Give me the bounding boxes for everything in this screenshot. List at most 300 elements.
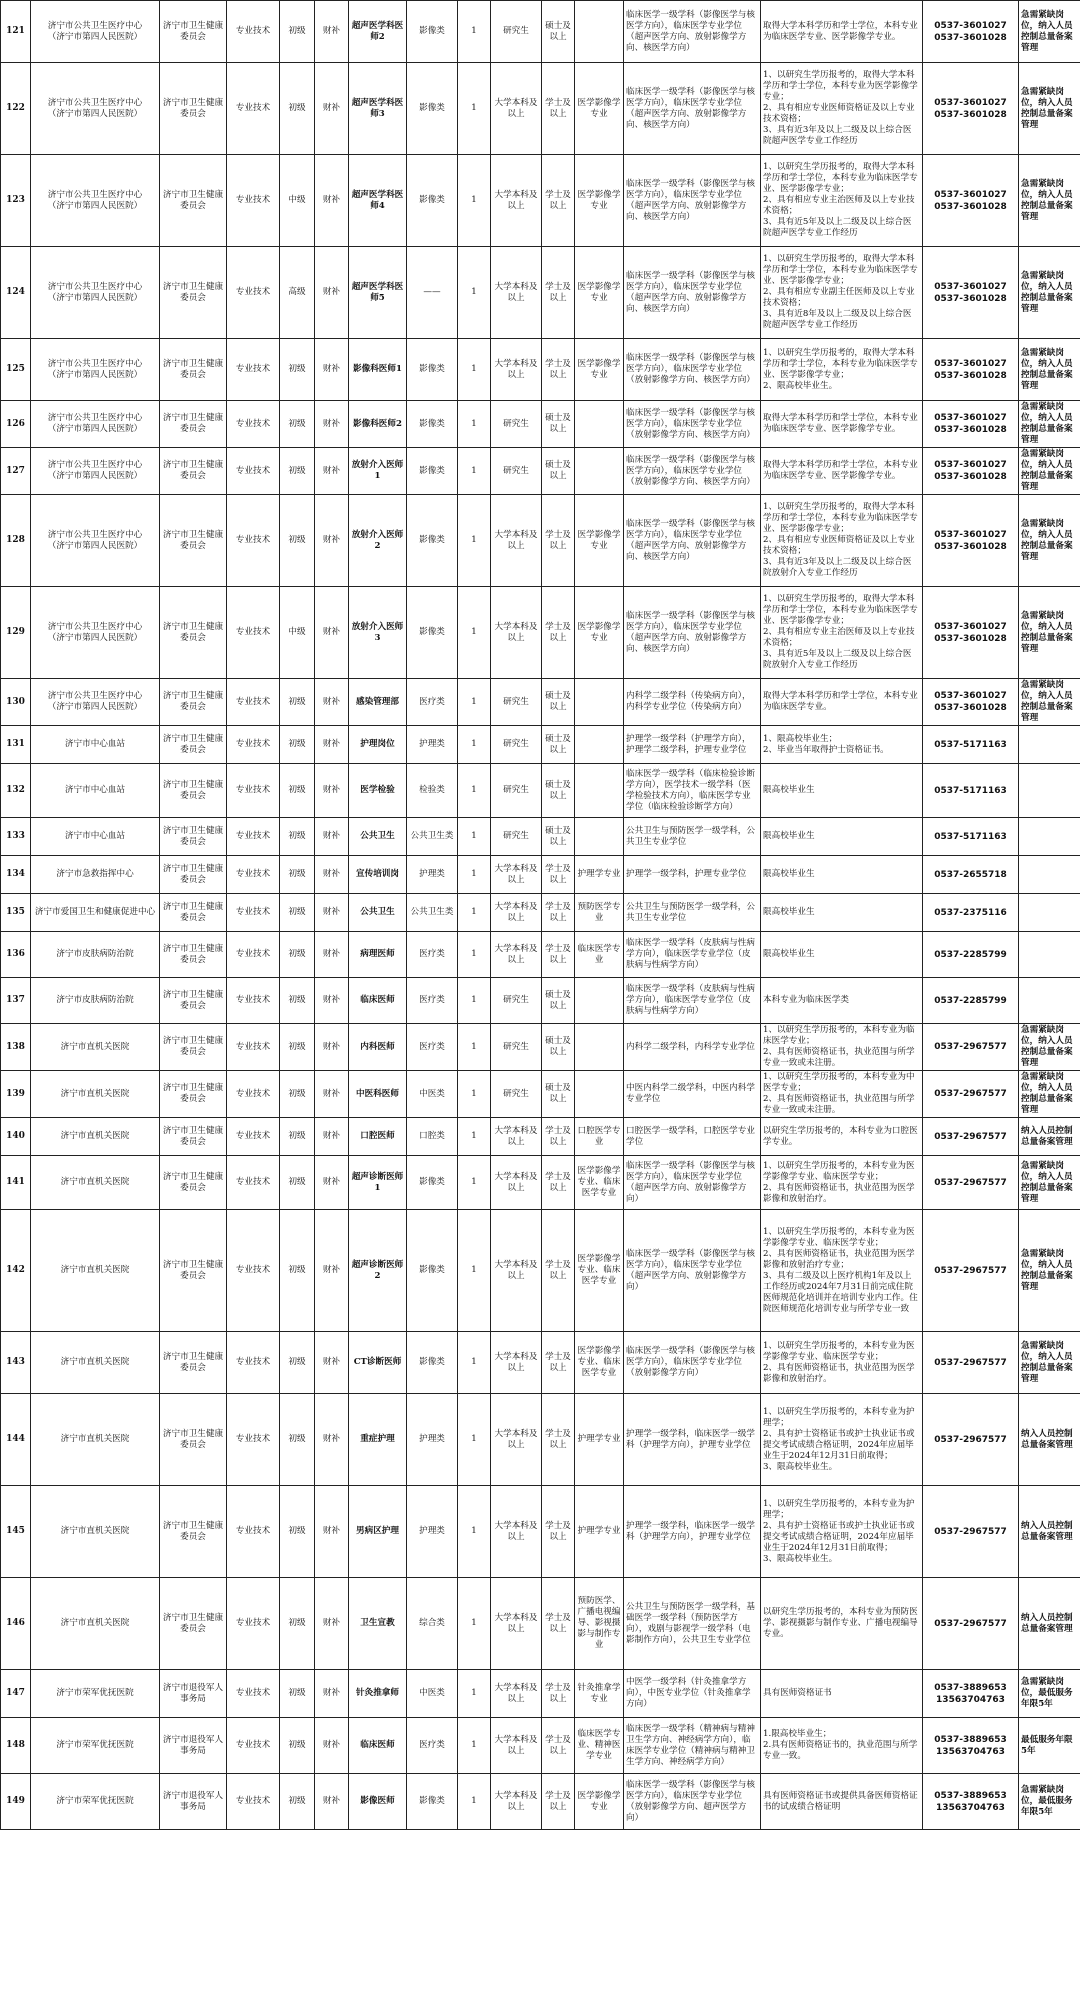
cell-funding-type (315, 1156, 349, 1210)
post-level-text: 初级 (288, 696, 306, 707)
cell-post-level (280, 63, 315, 155)
graduate-major-text: 临床医学一级学科（影像医学与核医学方向），临床医学专业学位（超声医学方向、放射影像学方向、核医学方向） (626, 270, 755, 314)
table-row (1, 1210, 1080, 1332)
contact-phone-text: 0537-2285799 (934, 995, 1007, 1006)
degree-text: 学士及以上 (545, 189, 571, 211)
bachelor-major-text: 医学影像学专业 (577, 189, 621, 211)
bachelor-major-text: 医学影像学专业、临床医学专业 (577, 1346, 621, 1378)
remarks-text: 急需紧缺岗位，纳入人员控制总量备案管理 (1021, 178, 1073, 222)
cell-row-number (1, 247, 31, 339)
education-text: 大学本科及以上 (494, 1790, 538, 1812)
graduate-major-text: 临床医学一级学科（皮肤病与性病学方向），临床医学专业学位（皮肤病与性病学方向） (626, 938, 755, 970)
cell-exam-type (407, 1024, 458, 1071)
post-category-text: 专业技术 (235, 949, 271, 959)
degree-text: 学士及以上 (545, 901, 571, 923)
other-conditions-text: 1、以研究生学历报考的，本科专业为临床医学专业； 2、具有医师资格证书，执业范围与所学专业一致或未注册。 (763, 1025, 915, 1068)
education-text: 大学本科及以上 (494, 943, 538, 965)
post-category-text: 专业技术 (235, 26, 271, 36)
cell-unit-name (31, 1486, 160, 1578)
cell-post-level (280, 339, 315, 401)
cell-authority (160, 1, 227, 63)
hiring-count-text: 1 (471, 26, 477, 36)
education-text: 研究生 (503, 418, 529, 429)
cell-row-number (1, 1394, 31, 1486)
cell-funding-type (315, 155, 349, 247)
cell-graduate-major (624, 247, 761, 339)
cell-bachelor-major (575, 1486, 624, 1578)
other-conditions-text: 1、以研究生学历报考的，本科专业为医学影像学专业、临床医学专业； 2、具有医师资格证书，执业范围为医学影像和放射治疗。 (763, 1340, 915, 1384)
exam-type-text: 影像类 (419, 465, 445, 476)
cell-bachelor-major (575, 1024, 624, 1071)
degree-text: 学士及以上 (545, 1428, 571, 1450)
authority-text: 济宁市卫生健康委员会 (162, 825, 224, 847)
cell-education (491, 1, 542, 63)
cell-exam-type (407, 1718, 458, 1774)
unit-name-text: 济宁市直机关医院 (60, 1434, 130, 1444)
unit-name-text: 济宁市中心血站 (64, 739, 126, 749)
cell-contact-phone (923, 63, 1019, 155)
hiring-count-text: 1 (471, 1526, 477, 1536)
cell-authority (160, 1118, 227, 1156)
cell-bachelor-major (575, 448, 624, 495)
other-conditions-text: 限高校毕业生 (763, 831, 815, 841)
authority-text: 济宁市退役军人事务局 (162, 1682, 224, 1704)
graduate-major-text: 口腔医学一级学科，口腔医学专业学位 (626, 1125, 755, 1147)
graduate-major-text: 中医内科学二级学科，中医内科学专业学位 (626, 1083, 755, 1104)
cell-funding-type (315, 894, 349, 932)
post-name-text: 临床医师 (360, 995, 395, 1005)
graduate-major-text: 临床医学一级学科（影像医学与核医学方向），临床医学专业学位（放射影像学方向、核医学方向） (626, 454, 755, 487)
cell-unit-name (31, 856, 160, 894)
funding-type-text: 财补 (322, 418, 341, 429)
authority-text: 济宁市卫生健康委员会 (162, 281, 224, 303)
cell-exam-type (407, 495, 458, 587)
cell-education (491, 1578, 542, 1670)
cell-post-name (349, 1718, 407, 1774)
other-conditions-text: 1、以研究生学历报考的，本科专业为护理学； 2、具有护士资格证书或护士执业证书或提交考试成绩合格证明，2024年应届毕业生于2024年12月31日前取得； 3、限高校毕业生。 (763, 1498, 915, 1564)
cell-degree (542, 63, 575, 155)
table-row (1, 587, 1080, 679)
cell-post-level (280, 978, 315, 1024)
row-number-text: 137 (6, 995, 25, 1005)
unit-name-text: 济宁市公共卫生医疗中心 （济宁市第四人民医院） (47, 621, 143, 643)
exam-type-text: 医疗类 (419, 949, 445, 959)
hiring-count-text: 1 (471, 103, 477, 113)
exam-type-text: 影像类 (419, 1265, 445, 1275)
education-text: 大学本科及以上 (494, 1612, 538, 1634)
education-text: 研究生 (503, 696, 529, 707)
authority-text: 济宁市卫生健康委员会 (162, 529, 224, 551)
cell-post-name (349, 679, 407, 726)
cell-bachelor-major (575, 339, 624, 401)
cell-post-name (349, 448, 407, 495)
cell-hiring-count (458, 1156, 491, 1210)
hiring-count-text: 1 (471, 1088, 477, 1099)
post-category-text: 专业技术 (235, 1088, 271, 1099)
table-row (1, 63, 1080, 155)
cell-hiring-count (458, 155, 491, 247)
funding-type-text: 财补 (322, 1265, 341, 1275)
cell-authority (160, 818, 227, 856)
row-number-text: 149 (6, 1796, 25, 1806)
graduate-major-text: 公共卫生与预防医学一级学科，公共卫生专业学位 (626, 901, 755, 923)
cell-post-level (280, 856, 315, 894)
funding-type-text: 财补 (322, 1688, 341, 1698)
row-number-text: 145 (6, 1526, 25, 1536)
graduate-major-text: 临床医学一级学科（影像医学与核医学方向），临床医学专业学位（超声医学方向、放射影像学方向、核医学方向） (626, 610, 755, 654)
cell-authority (160, 1718, 227, 1774)
graduate-major-text: 中医学一级学科（针灸推拿学方向），中医专业学位（针灸推拿学方向） (626, 1677, 751, 1709)
cell-education (491, 1394, 542, 1486)
cell-post-level (280, 679, 315, 726)
cell-exam-type (407, 1156, 458, 1210)
post-level-text: 初级 (288, 465, 306, 476)
cell-other-conditions (761, 1210, 923, 1332)
post-name-text: 病理医师 (360, 949, 395, 959)
post-name-text: 医学检验 (360, 785, 395, 795)
cell-contact-phone (923, 1156, 1019, 1210)
cell-row-number (1, 1718, 31, 1774)
cell-remarks (1019, 401, 1080, 448)
bachelor-major-text: 护理学专业 (577, 1434, 621, 1444)
cell-graduate-major (624, 764, 761, 818)
funding-type-text: 财补 (322, 1526, 341, 1536)
cell-unit-name (31, 1670, 160, 1718)
cell-exam-type (407, 247, 458, 339)
other-conditions-text: 1、以研究生学历报考的，取得大学本科学历和学士学位，本科专业为临床医学专业、医学影像学专业； 2、限高校毕业生。 (763, 347, 918, 391)
unit-name-text: 济宁市中心血站 (64, 831, 126, 841)
cell-degree (542, 978, 575, 1024)
bachelor-major-text: 医学影像学专业、临床医学专业 (577, 1254, 621, 1286)
authority-text: 济宁市卫生健康委员会 (162, 1428, 224, 1450)
row-number-text: 134 (6, 869, 25, 879)
post-level-text: 初级 (288, 1434, 306, 1444)
remarks-text: 急需紧缺岗位，纳入人员控制总量备案管理 (1021, 518, 1073, 562)
cell-post-name (349, 1156, 407, 1210)
cell-remarks (1019, 894, 1080, 932)
other-conditions-text: 取得大学本科学历和学士学位，本科专业为临床医学专业。 (763, 691, 918, 712)
cell-other-conditions (761, 818, 923, 856)
cell-unit-name (31, 1, 160, 63)
remarks-text: 急需紧缺岗位，最低服务年限5年 (1021, 1677, 1073, 1709)
cell-post-level (280, 1774, 315, 1830)
cell-remarks (1019, 1774, 1080, 1830)
cell-bachelor-major (575, 726, 624, 764)
education-text: 大学本科及以上 (494, 1734, 538, 1756)
cell-row-number (1, 1118, 31, 1156)
cell-row-number (1, 1578, 31, 1670)
table-row (1, 1578, 1080, 1670)
cell-post-category (227, 339, 280, 401)
post-level-text: 初级 (288, 1088, 306, 1099)
cell-post-category (227, 1, 280, 63)
cell-post-name (349, 1210, 407, 1332)
cell-unit-name (31, 978, 160, 1024)
cell-degree (542, 856, 575, 894)
cell-contact-phone (923, 587, 1019, 679)
contact-phone-text: 0537-2967577 (934, 1526, 1007, 1537)
cell-degree (542, 1024, 575, 1071)
cell-funding-type (315, 1210, 349, 1332)
post-category-text: 专业技术 (235, 418, 271, 429)
table-row (1, 679, 1080, 726)
bachelor-major-text: 临床医学专业、精神医学专业 (577, 1729, 621, 1761)
cell-contact-phone (923, 448, 1019, 495)
funding-type-text: 财补 (322, 1796, 341, 1806)
unit-name-text: 济宁市爱国卫生和健康促进中心 (34, 907, 156, 917)
cell-graduate-major (624, 1071, 761, 1118)
exam-type-text: 护理类 (419, 739, 445, 749)
cell-other-conditions (761, 448, 923, 495)
cell-post-name (349, 1, 407, 63)
authority-text: 济宁市卫生健康委员会 (162, 189, 224, 211)
authority-text: 济宁市卫生健康委员会 (162, 97, 224, 119)
cell-hiring-count (458, 856, 491, 894)
cell-funding-type (315, 339, 349, 401)
post-level-text: 初级 (288, 831, 306, 841)
remarks-text: 急需紧缺岗位，纳入人员控制总量备案管理 (1021, 1072, 1073, 1115)
funding-type-text: 财补 (322, 1740, 341, 1750)
authority-text: 济宁市卫生健康委员会 (162, 989, 224, 1011)
funding-type-text: 财补 (322, 465, 341, 476)
education-text: 研究生 (503, 831, 529, 841)
funding-type-text: 财补 (322, 26, 341, 36)
cell-funding-type (315, 932, 349, 978)
cell-post-category (227, 1156, 280, 1210)
cell-contact-phone (923, 894, 1019, 932)
contact-phone-text: 0537-3601027 0537-3601028 (934, 281, 1007, 304)
cell-hiring-count (458, 1486, 491, 1578)
education-text: 大学本科及以上 (494, 1125, 538, 1147)
cell-bachelor-major (575, 894, 624, 932)
contact-phone-text: 0537-2967577 (934, 1618, 1007, 1629)
cell-education (491, 1118, 542, 1156)
contact-phone-text: 0537-3601027 0537-3601028 (934, 691, 1007, 713)
cell-degree (542, 1, 575, 63)
degree-text: 学士及以上 (545, 621, 571, 643)
row-number-text: 130 (6, 696, 25, 707)
cell-graduate-major (624, 1156, 761, 1210)
cell-post-level (280, 1156, 315, 1210)
cell-education (491, 1210, 542, 1332)
cell-bachelor-major (575, 1670, 624, 1718)
degree-text: 硕士及以上 (545, 1036, 571, 1057)
hiring-count-text: 1 (471, 627, 477, 637)
cell-authority (160, 764, 227, 818)
table-row (1, 726, 1080, 764)
hiring-count-text: 1 (471, 418, 477, 429)
hiring-count-text: 1 (471, 949, 477, 959)
contact-phone-text: 0537-5171163 (934, 831, 1007, 842)
cell-exam-type (407, 818, 458, 856)
graduate-major-text: 临床医学一级学科（影像医学与核医学方向），临床医学专业学位（超声医学方向、放射影像学方向） (626, 1248, 755, 1292)
cell-graduate-major (624, 1486, 761, 1578)
education-text: 大学本科及以上 (494, 358, 538, 380)
post-level-text: 初级 (288, 739, 306, 749)
other-conditions-text: 限高校毕业生 (763, 785, 815, 795)
exam-type-text: —— (423, 287, 441, 297)
cell-unit-name (31, 401, 160, 448)
cell-unit-name (31, 587, 160, 679)
post-level-text: 初级 (288, 1688, 306, 1698)
cell-remarks (1019, 1332, 1080, 1394)
cell-other-conditions (761, 679, 923, 726)
degree-text: 硕士及以上 (545, 413, 571, 434)
cell-graduate-major (624, 1718, 761, 1774)
cell-other-conditions (761, 1332, 923, 1394)
cell-funding-type (315, 764, 349, 818)
cell-hiring-count (458, 894, 491, 932)
hiring-count-text: 1 (471, 995, 477, 1005)
cell-authority (160, 1156, 227, 1210)
degree-text: 硕士及以上 (545, 733, 571, 755)
row-number-text: 142 (6, 1265, 25, 1275)
hiring-count-text: 1 (471, 739, 477, 749)
graduate-major-text: 临床医学一级学科（皮肤病与性病学方向），临床医学专业学位（皮肤病与性病学方向） (626, 984, 755, 1016)
cell-row-number (1, 1071, 31, 1118)
graduate-major-text: 护理学一级学科，临床医学一级学科（护理学方向），护理专业学位 (626, 1428, 755, 1450)
cell-graduate-major (624, 932, 761, 978)
cell-graduate-major (624, 894, 761, 932)
education-text: 大学本科及以上 (494, 97, 538, 119)
cell-unit-name (31, 495, 160, 587)
authority-text: 济宁市卫生健康委员会 (162, 1351, 224, 1373)
cell-funding-type (315, 1578, 349, 1670)
education-text: 大学本科及以上 (494, 863, 538, 885)
cell-education (491, 1332, 542, 1394)
post-name-text: 超声诊断医师2 (351, 1259, 404, 1281)
degree-text: 学士及以上 (545, 97, 571, 119)
cell-remarks (1019, 856, 1080, 894)
cell-row-number (1, 1670, 31, 1718)
other-conditions-text: 1.限高校毕业生； 2.具有医师资格证书的，执业范围与所学专业一致。 (763, 1729, 918, 1761)
education-text: 大学本科及以上 (494, 281, 538, 303)
cell-unit-name (31, 448, 160, 495)
funding-type-text: 财补 (322, 535, 341, 545)
cell-bachelor-major (575, 1718, 624, 1774)
contact-phone-text: 0537-3601027 0537-3601028 (934, 189, 1007, 212)
funding-type-text: 财补 (322, 1131, 341, 1141)
table-body (1, 1, 1080, 1830)
cell-contact-phone (923, 1486, 1019, 1578)
cell-row-number (1, 448, 31, 495)
education-text: 研究生 (503, 1088, 529, 1099)
cell-contact-phone (923, 155, 1019, 247)
cell-post-category (227, 1394, 280, 1486)
post-category-text: 专业技术 (235, 1434, 271, 1444)
other-conditions-text: 限高校毕业生 (763, 869, 815, 879)
cell-post-category (227, 818, 280, 856)
hiring-count-text: 1 (471, 287, 477, 297)
cell-post-name (349, 1118, 407, 1156)
cell-post-level (280, 1486, 315, 1578)
funding-type-text: 财补 (322, 627, 341, 637)
hiring-count-text: 1 (471, 1265, 477, 1275)
post-level-text: 初级 (288, 1740, 306, 1750)
cell-row-number (1, 894, 31, 932)
table-row (1, 856, 1080, 894)
cell-hiring-count (458, 587, 491, 679)
degree-text: 硕士及以上 (545, 989, 571, 1011)
cell-post-level (280, 495, 315, 587)
cell-hiring-count (458, 1718, 491, 1774)
cell-education (491, 339, 542, 401)
post-name-text: 影像科医师1 (353, 364, 402, 374)
cell-post-category (227, 401, 280, 448)
unit-name-text: 济宁市直机关医院 (60, 1618, 130, 1628)
degree-text: 学士及以上 (545, 863, 571, 885)
cell-unit-name (31, 764, 160, 818)
table-row (1, 1774, 1080, 1830)
cell-post-level (280, 1118, 315, 1156)
cell-funding-type (315, 63, 349, 155)
cell-funding-type (315, 1, 349, 63)
post-level-text: 高级 (288, 287, 306, 297)
cell-post-name (349, 63, 407, 155)
degree-text: 硕士及以上 (545, 779, 571, 801)
post-level-text: 初级 (288, 535, 306, 545)
exam-type-text: 影像类 (419, 195, 445, 205)
authority-text: 济宁市卫生健康委员会 (162, 1125, 224, 1147)
cell-hiring-count (458, 1578, 491, 1670)
cell-graduate-major (624, 1774, 761, 1830)
cell-bachelor-major (575, 1578, 624, 1670)
cell-bachelor-major (575, 978, 624, 1024)
cell-row-number (1, 1024, 31, 1071)
cell-contact-phone (923, 1774, 1019, 1830)
bachelor-major-text: 口腔医学专业 (577, 1125, 621, 1147)
graduate-major-text: 临床医学一级学科（精神病与精神卫生学方向、神经病学方向），临床医学专业学位（精神病与精神卫生学方向、神经病学方向） (626, 1723, 755, 1767)
unit-name-text: 济宁市皮肤病防治院 (56, 949, 134, 959)
table-row (1, 1670, 1080, 1718)
exam-type-text: 中医类 (419, 1088, 445, 1099)
row-number-text: 131 (6, 739, 25, 749)
cell-bachelor-major (575, 764, 624, 818)
cell-remarks (1019, 1024, 1080, 1071)
cell-remarks (1019, 726, 1080, 764)
cell-exam-type (407, 932, 458, 978)
degree-text: 硕士及以上 (545, 1083, 571, 1104)
row-number-text: 133 (6, 831, 25, 841)
authority-text: 济宁市退役军人事务局 (162, 1790, 224, 1812)
authority-text: 济宁市卫生健康委员会 (162, 1083, 224, 1104)
cell-hiring-count (458, 339, 491, 401)
unit-name-text: 济宁市公共卫生医疗中心 （济宁市第四人民医院） (47, 20, 143, 42)
cell-funding-type (315, 1024, 349, 1071)
cell-post-level (280, 1071, 315, 1118)
table-row (1, 1071, 1080, 1118)
cell-degree (542, 247, 575, 339)
hiring-count-text: 1 (471, 869, 477, 879)
cell-row-number (1, 1156, 31, 1210)
education-text: 研究生 (503, 995, 529, 1005)
table-row (1, 1118, 1080, 1156)
cell-row-number (1, 856, 31, 894)
cell-contact-phone (923, 1718, 1019, 1774)
cell-graduate-major (624, 726, 761, 764)
authority-text: 济宁市卫生健康委员会 (162, 20, 224, 42)
contact-phone-text: 0537-3889653 13563704763 (934, 1682, 1007, 1705)
cell-contact-phone (923, 1071, 1019, 1118)
cell-other-conditions (761, 1486, 923, 1578)
cell-funding-type (315, 1071, 349, 1118)
contact-phone-text: 0537-2967577 (934, 1177, 1007, 1188)
cell-remarks (1019, 932, 1080, 978)
exam-type-text: 护理类 (419, 869, 445, 879)
cell-remarks (1019, 1394, 1080, 1486)
cell-row-number (1, 818, 31, 856)
degree-text: 学士及以上 (545, 1171, 571, 1193)
